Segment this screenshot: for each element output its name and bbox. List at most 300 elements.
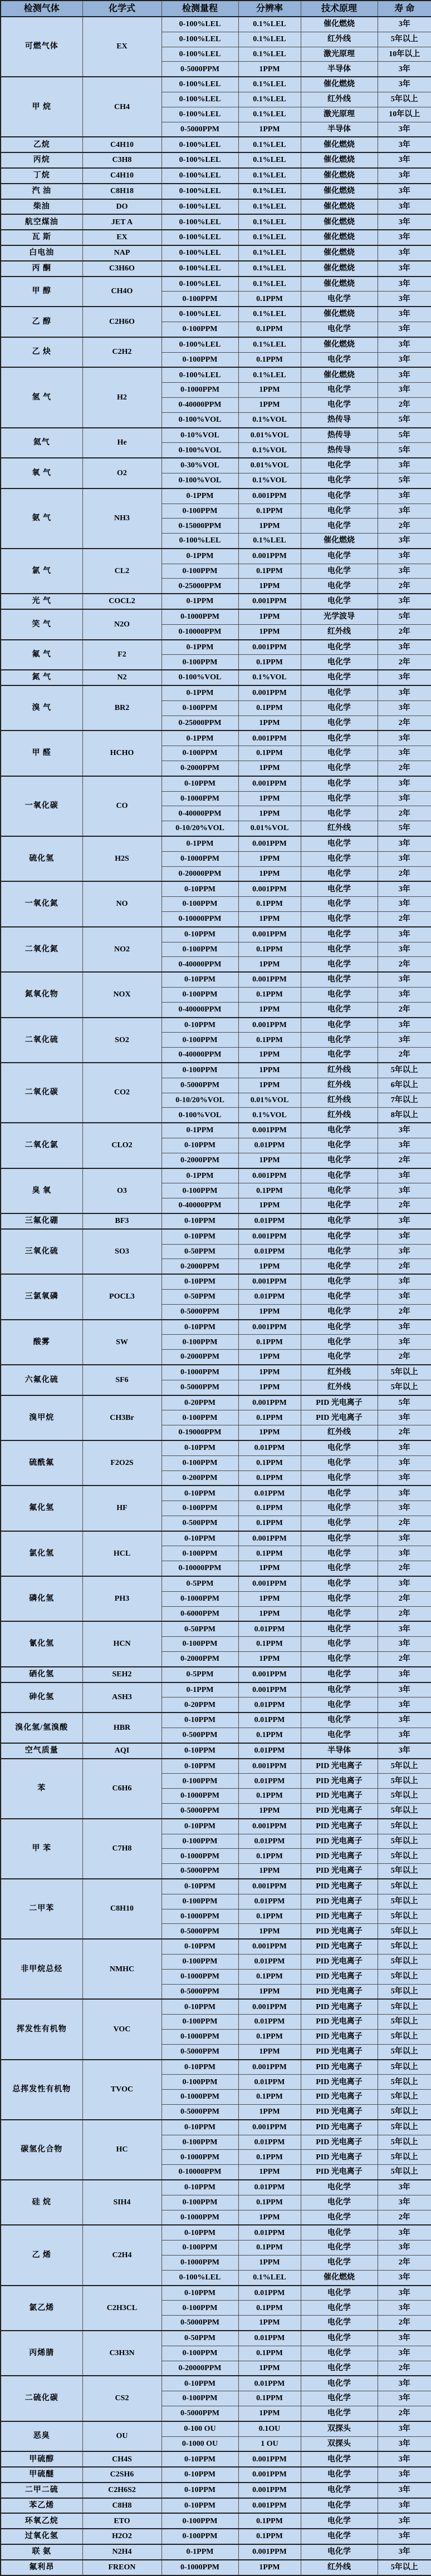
principle-cell: 电化学	[301, 1728, 378, 1743]
resolution-cell: 0.001PPM	[238, 488, 301, 504]
range-cell: 0-1000PPM	[161, 2090, 238, 2105]
range-cell: 0-5000PPM	[161, 2104, 238, 2119]
resolution-cell: 0.01PPM	[238, 2286, 301, 2301]
range-cell: 0-100PPM	[161, 1335, 238, 1350]
range-cell: 0-100%LEL	[161, 47, 238, 62]
principle-cell: 催化燃烧	[301, 367, 378, 382]
chemical-formula-cell: N2H4	[82, 2544, 161, 2560]
principle-cell: 电化学	[301, 670, 378, 685]
range-cell: 0-100%LEL	[161, 152, 238, 168]
resolution-cell: 0.001PPM	[238, 836, 301, 851]
range-cell: 0-10PPM	[161, 1819, 238, 1834]
chemical-formula-cell: C3H6O	[82, 261, 161, 277]
resolution-cell: 1PPM	[238, 2316, 301, 2331]
lifespan-cell: 3年	[378, 137, 431, 152]
table-row	[1, 2498, 431, 2514]
gas-name-cell: 二氧化硫	[1, 1018, 82, 1063]
principle-cell: PID 光电离子	[301, 2029, 378, 2044]
lifespan-cell: 5年	[378, 1395, 431, 1410]
chemical-formula-cell: AQI	[82, 1743, 161, 1759]
resolution-cell: 0.001PPM	[238, 1018, 301, 1033]
resolution-cell: 1PPM	[238, 62, 301, 77]
gas-name-cell: 二氧化氯	[1, 1123, 82, 1168]
chemical-formula-cell: C8H8	[82, 2498, 161, 2514]
lifespan-cell: 3年	[378, 1229, 431, 1244]
resolution-cell: 0.001PPM	[238, 881, 301, 896]
range-cell: 0-100PPM	[161, 1955, 238, 1970]
principle-cell: 电化学	[301, 2286, 378, 2301]
range-cell: 0-1PPM	[161, 549, 238, 564]
table-row	[1, 640, 431, 655]
gas-name-cell: 氯 气	[1, 549, 82, 594]
principle-cell: 电化学	[301, 2331, 378, 2346]
gas-name-cell: 笑 气	[1, 609, 82, 640]
lifespan-cell: 5年以上	[378, 2560, 431, 2575]
principle-cell: PID 光电离子	[301, 1879, 378, 1894]
principle-cell: 电化学	[301, 2376, 378, 2391]
lifespan-cell: 3年	[378, 746, 431, 761]
range-cell: 0-100PPM	[161, 942, 238, 957]
range-cell: 0-50PPM	[161, 2331, 238, 2346]
resolution-cell: 1PPM	[238, 1606, 301, 1621]
lifespan-cell: 2年	[378, 806, 431, 821]
lifespan-cell: 5年以上	[378, 2044, 431, 2059]
chemical-formula-cell: F2	[82, 640, 161, 670]
resolution-cell: 1PPM	[238, 957, 301, 972]
gas-name-cell: 硫酰氟	[1, 1440, 82, 1486]
resolution-cell: 1PPM	[238, 1380, 301, 1395]
table-row	[1, 731, 431, 746]
chemical-formula-cell: HC	[82, 2120, 161, 2180]
chemical-formula-cell: CH4S	[82, 2451, 161, 2467]
range-cell: 0-1PPM	[161, 640, 238, 655]
principle-cell: 电化学	[301, 1335, 378, 1350]
resolution-cell: 0.001PPM	[238, 1320, 301, 1335]
chemical-formula-cell: H2	[82, 367, 161, 427]
lifespan-cell: 3年	[378, 1743, 431, 1759]
resolution-cell: 0.1%LEL	[238, 337, 301, 352]
gas-name-cell: 碳氢化合物	[1, 2120, 82, 2180]
range-cell: 0-1000PPM	[161, 851, 238, 866]
range-cell: 0-20000PPM	[161, 2361, 238, 2376]
gas-name-cell: 二氧化碳	[1, 1063, 82, 1123]
lifespan-cell: 3年	[378, 2391, 431, 2406]
lifespan-cell: 2年	[378, 2361, 431, 2376]
range-cell: 0-100%LEL	[161, 261, 238, 277]
chemical-formula-cell: O2	[82, 458, 161, 488]
resolution-cell: 1PPM	[238, 122, 301, 137]
lifespan-cell: 3年	[378, 230, 431, 245]
range-cell: 0-10PPM	[161, 2225, 238, 2240]
lifespan-cell: 2年	[378, 866, 431, 881]
principle-cell: 电化学	[301, 866, 378, 881]
resolution-cell: 0.001PPM	[238, 2467, 301, 2483]
lifespan-cell: 3年	[378, 168, 431, 184]
chemical-formula-cell: C6H6	[82, 1759, 161, 1819]
lifespan-cell: 2年	[378, 2316, 431, 2331]
resolution-cell: 0.1%VOL	[238, 473, 301, 488]
gas-name-cell: 溴甲烷	[1, 1395, 82, 1440]
lifespan-cell: 3年	[378, 2241, 431, 2256]
principle-cell: PID 光电离子	[301, 1939, 378, 1954]
chemical-formula-cell: NH3	[82, 488, 161, 549]
gas-name-cell: 环氧乙烷	[1, 2513, 82, 2529]
resolution-cell: 0.1PPM	[238, 942, 301, 957]
lifespan-cell: 5年以上	[378, 1864, 431, 1879]
principle-cell: PID 光电离子	[301, 1969, 378, 1984]
resolution-cell: 1PPM	[238, 1924, 301, 1939]
gas-name-cell: 一氧化碳	[1, 776, 82, 836]
resolution-cell: 0.1%LEL	[238, 137, 301, 152]
gas-name-cell: 氟利昂	[1, 2560, 82, 2575]
range-cell: 0-100PPM	[161, 1183, 238, 1198]
table-row	[1, 77, 431, 92]
gas-name-cell: 甲硫醇	[1, 2451, 82, 2467]
range-cell: 0-10PPM	[161, 1531, 238, 1546]
lifespan-cell: 3年	[378, 534, 431, 549]
resolution-cell: 0.1PPM	[238, 2241, 301, 2256]
resolution-cell: 0.1PPM	[238, 1969, 301, 1984]
range-cell: 0-100%VOL	[161, 473, 238, 488]
principle-cell: 电化学	[301, 504, 378, 519]
lifespan-cell: 5年	[378, 473, 431, 488]
chemical-formula-cell: ETO	[82, 2513, 161, 2529]
table-row	[1, 972, 431, 987]
chemical-formula-cell: JET A	[82, 214, 161, 230]
resolution-cell: 1PPM	[238, 1804, 301, 1819]
resolution-cell: 1PPM	[238, 1078, 301, 1093]
range-cell: 0-100%VOL	[161, 412, 238, 427]
range-cell: 0-100%LEL	[161, 137, 238, 152]
principle-cell: 电化学	[301, 292, 378, 307]
gas-name-cell: 砷化氢	[1, 1682, 82, 1713]
resolution-cell: 0.001PPM	[238, 972, 301, 987]
resolution-cell: 1PPM	[238, 2406, 301, 2421]
lifespan-cell: 3年	[378, 1018, 431, 1033]
principle-cell: 电化学	[301, 383, 378, 398]
principle-cell: 半导体	[301, 62, 378, 77]
resolution-cell: 0.01%VOL	[238, 428, 301, 443]
column-header-formula: 化学式	[82, 1, 161, 17]
lifespan-cell: 3年	[378, 640, 431, 655]
chemical-formula-cell: C2SH6	[82, 2467, 161, 2483]
table-row	[1, 2544, 431, 2560]
range-cell: 0-10PPM	[161, 2483, 238, 2498]
resolution-cell: 1PPM	[238, 1365, 301, 1380]
range-cell: 0-10PPM	[161, 1274, 238, 1289]
range-cell: 0-100%LEL	[161, 184, 238, 199]
resolution-cell: 0.001PPM	[238, 2120, 301, 2135]
table-row	[1, 307, 431, 322]
principle-cell: 电化学	[301, 1002, 378, 1017]
lifespan-cell: 3年	[378, 776, 431, 791]
table-row	[1, 776, 431, 791]
chemical-formula-cell: HCL	[82, 1531, 161, 1576]
table-row	[1, 1939, 431, 1954]
resolution-cell: 1PPM	[238, 609, 301, 624]
lifespan-cell: 3年	[378, 1289, 431, 1304]
resolution-cell: 1PPM	[238, 1259, 301, 1274]
lifespan-cell: 3年	[378, 1697, 431, 1713]
principle-cell: 电化学	[301, 2513, 378, 2529]
resolution-cell: 0.001PPM	[238, 776, 301, 791]
lifespan-cell: 5年以上	[378, 1909, 431, 1924]
principle-cell: 电化学	[301, 1198, 378, 1213]
table-row	[1, 1229, 431, 1244]
gas-name-cell: 丙烷	[1, 152, 82, 168]
range-cell: 0-100PPM	[161, 2241, 238, 2256]
resolution-cell: 0.001PPM	[238, 1576, 301, 1591]
lifespan-cell: 2年	[378, 912, 431, 927]
range-cell: 0-25000PPM	[161, 579, 238, 594]
chemical-formula-cell: FREON	[82, 2560, 161, 2575]
resolution-cell: 0.1%LEL	[238, 92, 301, 107]
principle-cell: 半导体	[301, 122, 378, 137]
lifespan-cell: 5年以上	[378, 92, 431, 107]
resolution-cell: 0.001PPM	[238, 927, 301, 942]
gas-name-cell: 氦气	[1, 428, 82, 458]
range-cell: 0-40000PPM	[161, 1198, 238, 1213]
principle-cell: 红外线	[301, 1108, 378, 1123]
column-header-resolution: 分辨率	[238, 1, 301, 17]
range-cell: 0-500PPM	[161, 1728, 238, 1743]
gas-name-cell: 三氯氧磷	[1, 1274, 82, 1319]
principle-cell: PID 光电离子	[301, 1759, 378, 1774]
resolution-cell: 0.1%LEL	[238, 534, 301, 549]
lifespan-cell: 3年	[378, 2180, 431, 2195]
principle-cell: 电化学	[301, 700, 378, 715]
principle-cell: 催化燃烧	[301, 245, 378, 261]
chemical-formula-cell: SIH4	[82, 2180, 161, 2225]
table-row	[1, 428, 431, 443]
chemical-formula-cell: CLO2	[82, 1123, 161, 1168]
principle-cell: PID 光电离子	[301, 1834, 378, 1849]
gas-name-cell: 二甲二硫	[1, 2483, 82, 2498]
gas-name-cell: 可燃气体	[1, 17, 82, 77]
gas-name-cell: 氢 气	[1, 367, 82, 427]
lifespan-cell: 5年以上	[378, 2104, 431, 2119]
range-cell: 0-10000PPM	[161, 2165, 238, 2180]
principle-cell: 电化学	[301, 776, 378, 791]
gas-name-cell: 苯乙烯	[1, 2498, 82, 2514]
range-cell: 0-1000PPM	[161, 2150, 238, 2165]
range-cell: 0-2000PPM	[161, 1652, 238, 1667]
resolution-cell: 1PPM	[238, 866, 301, 881]
lifespan-cell: 3年	[378, 564, 431, 579]
range-cell: 0-100%LEL	[161, 245, 238, 261]
range-cell: 0-100%LEL	[161, 277, 238, 292]
resolution-cell: 0.1PPM	[238, 1728, 301, 1743]
gas-name-cell: 氮氧化物	[1, 972, 82, 1017]
principle-cell: 催化燃烧	[301, 214, 378, 230]
chemical-formula-cell: CS2	[82, 2376, 161, 2421]
principle-cell: 电化学	[301, 2210, 378, 2225]
resolution-cell: 0.01PPM	[238, 2075, 301, 2090]
resolution-cell: 0.1PPM	[238, 1410, 301, 1425]
principle-cell: 电化学	[301, 1546, 378, 1561]
principle-cell: 电化学	[301, 1470, 378, 1486]
resolution-cell: 0.01%VOL	[238, 458, 301, 473]
resolution-cell: 0.001PPM	[238, 1759, 301, 1774]
chemical-formula-cell: POCL3	[82, 1274, 161, 1319]
lifespan-cell: 3年	[378, 245, 431, 261]
range-cell: 0-100PPM	[161, 1546, 238, 1561]
resolution-cell: 1 OU	[238, 2436, 301, 2451]
gas-name-cell: 氯乙烯	[1, 2286, 82, 2331]
chemical-formula-cell: C8H18	[82, 184, 161, 199]
principle-cell: 电化学	[301, 579, 378, 594]
resolution-cell: 0.1PPM	[238, 1335, 301, 1350]
principle-cell: PID 光电离子	[301, 1395, 378, 1410]
table-row	[1, 2513, 431, 2529]
range-cell: 0-10000PPM	[161, 624, 238, 639]
chemical-formula-cell: BR2	[82, 685, 161, 731]
column-header-range: 检测量程	[161, 1, 238, 17]
lifespan-cell: 3年	[378, 1576, 431, 1591]
resolution-cell: 0.001PPM	[238, 1667, 301, 1682]
principle-cell: 电化学	[301, 912, 378, 927]
resolution-cell: 0.1PPM	[238, 1501, 301, 1516]
principle-cell: 电化学	[301, 851, 378, 866]
principle-cell: 电化学	[301, 2316, 378, 2331]
column-header-principle: 技术原理	[301, 1, 378, 17]
resolution-cell: 0.1%LEL	[238, 168, 301, 184]
principle-cell: 电化学	[301, 1576, 378, 1591]
chemical-formula-cell: TVOC	[82, 2060, 161, 2120]
range-cell: 0-5000PPM	[161, 1380, 238, 1395]
range-cell: 0-1000PPM	[161, 609, 238, 624]
gas-name-cell: 丙烯腈	[1, 2331, 82, 2376]
gas-name-cell: 三氧化硫	[1, 1229, 82, 1274]
chemical-formula-cell: SO2	[82, 1018, 161, 1063]
resolution-cell: 0.001PPM	[238, 1682, 301, 1697]
gas-name-cell: 过氧化氢	[1, 2529, 82, 2544]
column-header-lifespan: 寿 命	[378, 1, 431, 17]
principle-cell: PID 光电离子	[301, 2120, 378, 2135]
lifespan-cell: 3年	[378, 2346, 431, 2361]
range-cell: 0-100PPM	[161, 1501, 238, 1516]
lifespan-cell: 3年	[378, 1320, 431, 1335]
range-cell: 0-25000PPM	[161, 715, 238, 731]
range-cell: 0-100PPM	[161, 1774, 238, 1789]
range-cell: 0-1000PPM	[161, 2210, 238, 2225]
range-cell: 0-1PPM	[161, 488, 238, 504]
resolution-cell: 0.1PPM	[238, 2090, 301, 2105]
lifespan-cell: 3年	[378, 184, 431, 199]
principle-cell: 电化学	[301, 352, 378, 367]
range-cell: 0-100PPM	[161, 2513, 238, 2529]
lifespan-cell: 3年	[378, 1183, 431, 1198]
lifespan-cell: 3年	[378, 1546, 431, 1561]
resolution-cell: 0.01PPM	[238, 2015, 301, 2030]
lifespan-cell: 10年以上	[378, 107, 431, 122]
lifespan-cell: 3年	[378, 2301, 431, 2316]
range-cell: 0-100PPM	[161, 988, 238, 1003]
lifespan-cell: 5年以上	[378, 1819, 431, 1834]
lifespan-cell: 5年以上	[378, 2075, 431, 2090]
table-row	[1, 609, 431, 624]
range-cell: 0-1000PPM	[161, 2560, 238, 2575]
resolution-cell: 0.1%VOL	[238, 670, 301, 685]
range-cell: 0-10PPM	[161, 2060, 238, 2075]
range-cell: 0-2000PPM	[161, 761, 238, 776]
range-cell: 0-10PPM	[161, 1999, 238, 2014]
range-cell: 0-5000PPM	[161, 1984, 238, 1999]
chemical-formula-cell: C4H10	[82, 137, 161, 152]
chemical-formula-cell: BF3	[82, 1213, 161, 1229]
gas-name-cell: 氯化氢	[1, 1531, 82, 1576]
lifespan-cell: 5年以上	[378, 2165, 431, 2180]
range-cell: 0-100PPM	[161, 1455, 238, 1470]
range-cell: 0-10PPM	[161, 1320, 238, 1335]
lifespan-cell: 3年	[378, 1244, 431, 1259]
principle-cell: 热传导	[301, 428, 378, 443]
principle-cell: 电化学	[301, 2225, 378, 2240]
resolution-cell: 1PPM	[238, 1864, 301, 1879]
resolution-cell: 0.1%LEL	[238, 214, 301, 230]
lifespan-cell: 3年	[378, 2436, 431, 2451]
resolution-cell: 0.01%VOL	[238, 821, 301, 836]
resolution-cell: 0.1PPM	[238, 1033, 301, 1048]
range-cell: 0-1000PPM	[161, 2029, 238, 2044]
principle-cell: 红外线	[301, 1380, 378, 1395]
chemical-formula-cell: C2H6O	[82, 307, 161, 337]
range-cell: 0-10PPM	[161, 1486, 238, 1501]
lifespan-cell: 5年以上	[378, 1849, 431, 1864]
lifespan-cell: 3年	[378, 352, 431, 367]
lifespan-cell: 5年	[378, 428, 431, 443]
table-row	[1, 2225, 431, 2240]
chemical-formula-cell: CH4O	[82, 277, 161, 307]
resolution-cell: 1PPM	[238, 2210, 301, 2225]
range-cell: 0-100PPM	[161, 322, 238, 337]
principle-cell: PID 光电离子	[301, 1864, 378, 1879]
principle-cell: 红外线	[301, 92, 378, 107]
lifespan-cell: 3年	[378, 1440, 431, 1455]
lifespan-cell: 2年	[378, 1153, 431, 1168]
range-cell: 0-100%LEL	[161, 168, 238, 184]
range-cell: 0-100PPM	[161, 2346, 238, 2361]
table-row	[1, 1999, 431, 2014]
table-row	[1, 1621, 431, 1636]
lifespan-cell: 5年以上	[378, 1380, 431, 1395]
gas-name-cell: 挥发性有机物	[1, 1999, 82, 2059]
range-cell: 0-100PPM	[161, 2301, 238, 2316]
resolution-cell: 0.1PPM	[238, 1546, 301, 1561]
principle-cell: 红外线	[301, 1365, 378, 1380]
resolution-cell: 0.001PPM	[238, 2498, 301, 2514]
chemical-formula-cell: SO3	[82, 1229, 161, 1274]
lifespan-cell: 3年	[378, 2451, 431, 2467]
gas-name-cell: 臭 氧	[1, 1168, 82, 1213]
range-cell: 0-50PPM	[161, 1244, 238, 1259]
range-cell: 0-100PPM	[161, 2015, 238, 2030]
resolution-cell: 1PPM	[238, 579, 301, 594]
table-row	[1, 881, 431, 896]
range-cell: 0-5PPM	[161, 1667, 238, 1682]
resolution-cell: 0.1PPM	[238, 352, 301, 367]
range-cell: 0-40000PPM	[161, 806, 238, 821]
resolution-cell: 0.01PPM	[238, 1713, 301, 1728]
principle-cell: 电化学	[301, 1138, 378, 1153]
principle-cell: 电化学	[301, 791, 378, 806]
lifespan-cell: 3年	[378, 1667, 431, 1682]
resolution-cell: 0.1PPM	[238, 897, 301, 912]
gas-name-cell: 光 气	[1, 594, 82, 609]
resolution-cell: 0.001PPM	[238, 1999, 301, 2014]
principle-cell: 催化燃烧	[301, 307, 378, 322]
table-row	[1, 137, 431, 152]
